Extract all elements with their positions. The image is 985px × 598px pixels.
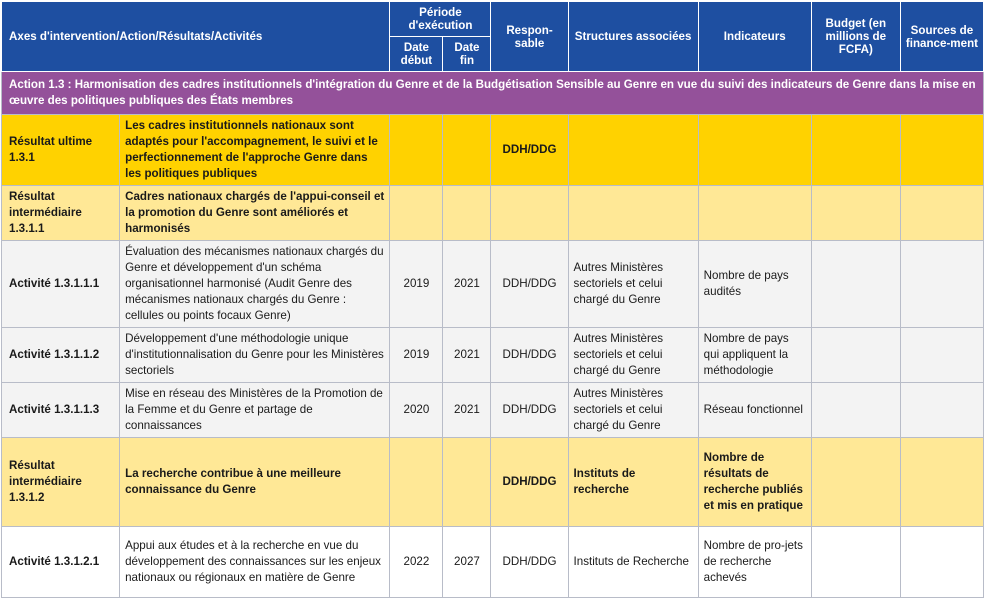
row-date-fin: 2021 <box>443 241 491 328</box>
row-description: Développement d'une méthodologie unique d'institutionnalisation du Genre pour les Ministères sectoriels <box>120 328 390 383</box>
row-budget <box>811 328 900 383</box>
action-row <box>2 72 984 115</box>
row-date-fin: 2027 <box>443 527 491 598</box>
row-date-fin <box>443 186 491 241</box>
row-date-debut <box>390 438 443 527</box>
row-structures: Autres Ministères sectoriels et celui chargé du Genre <box>568 241 698 328</box>
result-row <box>2 186 984 241</box>
row-sources <box>900 527 983 598</box>
row-responsable: DDH/DDG <box>491 438 568 527</box>
row-budget <box>811 527 900 598</box>
row-structures: Instituts de Recherche <box>568 527 698 598</box>
header-date-debut: Date début <box>390 37 443 72</box>
row-budget <box>811 115 900 186</box>
row-label: Activité 1.3.1.1.2 <box>2 328 120 383</box>
row-date-debut: 2019 <box>390 328 443 383</box>
row-date-fin <box>443 438 491 527</box>
row-structures <box>568 115 698 186</box>
header-budget: Budget (en millions de FCFA) <box>811 2 900 72</box>
row-budget <box>811 241 900 328</box>
row-sources <box>900 383 983 438</box>
row-responsable <box>491 186 568 241</box>
result-row <box>2 115 984 186</box>
header-structures: Structures associées <box>568 2 698 72</box>
row-label: Résultat intermédiaire 1.3.1.1 <box>2 186 120 241</box>
row-label: Résultat intermédiaire 1.3.1.2 <box>2 438 120 527</box>
row-responsable: DDH/DDG <box>491 383 568 438</box>
row-structures: Autres Ministères sectoriels et celui chargé du Genre <box>568 383 698 438</box>
row-description: Évaluation des mécanismes nationaux chargés du Genre et développement d'un schéma organisationnel harmonisé (Audit Genre des mécanismes nationaux chargés du Genre : cellules ou points focaux Genre) <box>120 241 390 328</box>
header-date-fin: Date fin <box>443 37 491 72</box>
row-date-debut <box>390 186 443 241</box>
result-row <box>2 438 984 527</box>
row-responsable: DDH/DDG <box>491 527 568 598</box>
header-periode: Période d'exécution <box>390 2 491 37</box>
row-indicateurs: Réseau fonctionnel <box>698 383 811 438</box>
header-responsable: Respon-sable <box>491 2 568 72</box>
row-date-debut: 2020 <box>390 383 443 438</box>
row-description: Mise en réseau des Ministères de la Promotion de la Femme et du Genre et partage de connaissances <box>120 383 390 438</box>
row-label: Activité 1.3.1.1.3 <box>2 383 120 438</box>
row-date-debut: 2019 <box>390 241 443 328</box>
row-date-fin: 2021 <box>443 328 491 383</box>
activity-row <box>2 328 984 383</box>
row-structures <box>568 186 698 241</box>
row-date-fin <box>443 115 491 186</box>
action-title: Action 1.3 : Harmonisation des cadres institutionnels d'intégration du Genre et de la Budgétisation Sensible au Genre en vue du suivi des indicateurs de Genre dans la mise en œuvre des politiques publiques des États membres <box>2 72 984 115</box>
row-indicateurs: Nombre de résultats de recherche publiés et mis en pratique <box>698 438 811 527</box>
row-description: Cadres nationaux chargés de l'appui-conseil et la promotion du Genre sont améliorés et harmonisés <box>120 186 390 241</box>
row-sources <box>900 438 983 527</box>
row-label: Activité 1.3.1.2.1 <box>2 527 120 598</box>
header-indicateurs: Indicateurs <box>698 2 811 72</box>
row-responsable: DDH/DDG <box>491 328 568 383</box>
row-budget <box>811 186 900 241</box>
row-sources <box>900 186 983 241</box>
row-indicateurs <box>698 115 811 186</box>
row-date-debut <box>390 115 443 186</box>
row-date-debut: 2022 <box>390 527 443 598</box>
row-responsable: DDH/DDG <box>491 115 568 186</box>
row-indicateurs <box>698 186 811 241</box>
activity-row <box>2 383 984 438</box>
row-label: Activité 1.3.1.1.1 <box>2 241 120 328</box>
row-budget <box>811 383 900 438</box>
row-sources <box>900 241 983 328</box>
row-structures: Instituts de recherche <box>568 438 698 527</box>
row-description: Les cadres institutionnels nationaux sont adaptés pour l'accompagnement, le suivi et le perfectionnement de l'approche Genre dans les politiques publiques <box>120 115 390 186</box>
row-indicateurs: Nombre de pro-jets de recherche achevés <box>698 527 811 598</box>
row-responsable: DDH/DDG <box>491 241 568 328</box>
row-date-fin: 2021 <box>443 383 491 438</box>
row-structures: Autres Ministères sectoriels et celui chargé du Genre <box>568 328 698 383</box>
row-indicateurs: Nombre de pays qui appliquent la méthodologie <box>698 328 811 383</box>
row-sources <box>900 115 983 186</box>
row-indicateurs: Nombre de pays audités <box>698 241 811 328</box>
row-label: Résultat ultime 1.3.1 <box>2 115 120 186</box>
row-description: La recherche contribue à une meilleure connaissance du Genre <box>120 438 390 527</box>
header-sources: Sources de finance-ment <box>900 2 983 72</box>
row-description: Appui aux études et à la recherche en vue du développement des connaissances sur les enjeux nationaux ou régionaux en matière de Genre <box>120 527 390 598</box>
row-budget <box>811 438 900 527</box>
action-plan-table <box>1 1 984 598</box>
activity-row <box>2 527 984 598</box>
header-axes: Axes d'intervention/Action/Résultats/Activités <box>2 2 390 72</box>
activity-row <box>2 241 984 328</box>
row-sources <box>900 328 983 383</box>
